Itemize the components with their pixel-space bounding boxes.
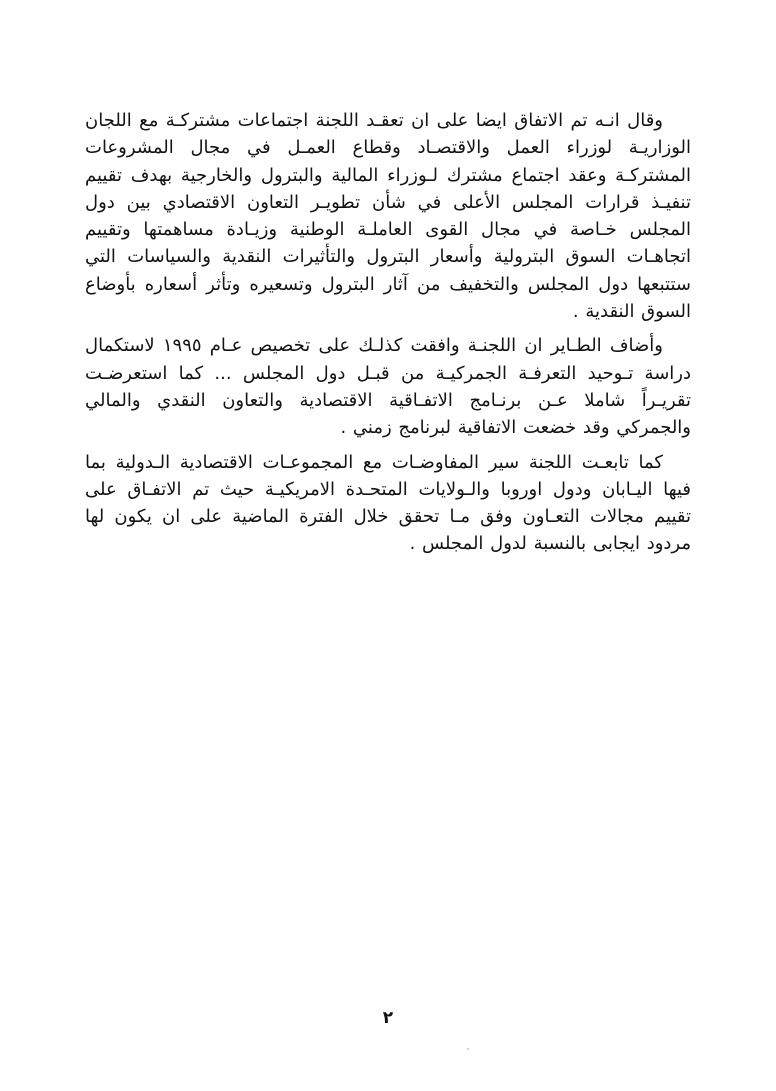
page-number: ٢: [382, 1008, 394, 1028]
paragraph-2: وأضاف الطـاير ان اللجنـة وافقت كذلـك على تخصيص عـام ١٩٩٥ لاستكمال دراسة تـوحيد التعرفـة الجمركيـة من قبـل دول المجلس ... كما استعرضـت تقريـراً شاملا عـن برنـامج الاتفـاقية الاقتصادية والتعاون النقدي والمالي والجمركي وقد خضعت الاتفاقية لبرنامج زمني .: [85, 335, 691, 439]
body-text: [85, 107, 691, 565]
paragraph-3: كما تابعـت اللجنة سير المفاوضـات مع المجموعـات الاقتصادية الـدولية بما فيها اليـابان ودول اوروبا والـولايات المتحـدة الامريكيـة حيث تم الاتفـاق على تقييم مجالات التعـاون وفق مـا تحقق خلال الفترة الماضية على ان يكون لها مردود ايجابى بالنسبة لدول المجلس .: [85, 451, 691, 555]
scan-artifact-speck: [467, 1048, 469, 1050]
paragraph-1: وقال انـه تم الاتفاق ايضا على ان تعقـد اللجنة اجتماعات مشتركـة مع اللجان الوزاريـة لوزراء العمل والاقتصـاد وقطاع العمـل في مجال المشروعات المشتركـة وعقد اجتماع مشترك لـوزراء المالية والبترول والخارجية بهدف تقييم تنفيـذ قرارات المجلس الأعلى في شأن تطويـر التعاون الاقتصادي بين دول المجلس خـاصة في مجال القوى العاملـة الوطنية وزيـادة مساهمتها وتقييم اتجاهـات السوق البترولية وأسعار البترول والتأثيرات النقدية والسياسات التي ستتبعها دول المجلس والتخفيف من آثار البترول وتسعيره وتأثر أسعاره بأوضاع السوق النقدية .: [85, 110, 691, 323]
